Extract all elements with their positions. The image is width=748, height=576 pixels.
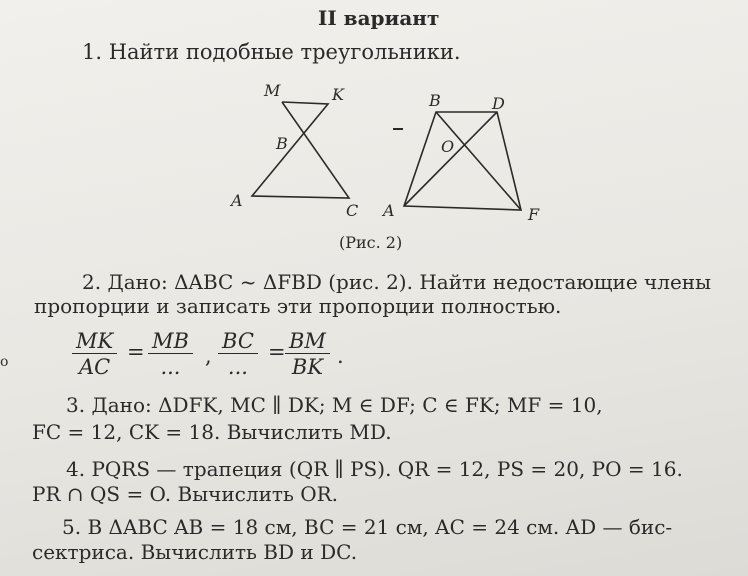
figure-left-triangles: [252, 102, 349, 198]
comma-separator: ,: [205, 344, 212, 368]
fraction-4-denominator: BK: [291, 355, 324, 379]
period-mark: .: [337, 344, 344, 368]
equals-sign-2: =: [268, 340, 286, 364]
fraction-4: [285, 329, 330, 380]
fraction-2-numerator: MB: [148, 329, 193, 354]
variant-title: II вариант: [318, 6, 440, 30]
label-B-right: B: [429, 91, 441, 110]
hourglass-lines: [252, 102, 349, 198]
fraction-3-numerator: BC: [218, 329, 258, 354]
fraction-2-denominator: ...: [160, 355, 181, 379]
fraction-1-numerator: MK: [72, 329, 117, 354]
figure-right-trapezoid: [404, 112, 521, 210]
task-2-line-2: пропорции и записать эти пропорции полностью.: [34, 294, 562, 318]
label-B-left: B: [276, 134, 288, 153]
task-2-line-1: 2. Дано: ΔABC ~ ΔFBD (рис. 2). Найти недостающие члены: [82, 270, 712, 294]
fraction-1: [72, 329, 117, 380]
label-O: O: [441, 137, 455, 156]
diagonal-AD: [404, 112, 497, 206]
margin-mark: o: [0, 354, 9, 370]
task-5-line-1: 5. В ΔABC AB = 18 см, BC = 21 см, AC = 24 см. AD — бис-: [62, 515, 673, 539]
fraction-3-denominator: ...: [227, 355, 248, 379]
task-1-text: 1. Найти подобные треугольники.: [82, 40, 461, 64]
label-F: F: [528, 205, 540, 224]
fraction-4-numerator: BM: [285, 329, 330, 354]
task-3-line-2: FC = 12, CK = 18. Вычислить MD.: [32, 420, 392, 444]
label-C: C: [346, 201, 359, 220]
task-5-line-2: сектриса. Вычислить BD и DC.: [32, 540, 358, 564]
label-A-right: A: [383, 201, 395, 220]
fraction-2: [148, 329, 193, 380]
label-K: K: [332, 85, 344, 104]
task-4-line-2: PR ∩ QS = O. Вычислить OR.: [32, 482, 339, 506]
task-3-line-1: 3. Дано: ΔDFK, MC ∥ DK; M ∈ DF; C ∈ FK; MF = 10,: [66, 393, 603, 417]
label-M: M: [264, 81, 281, 100]
figure-caption: (Рис. 2): [339, 233, 403, 252]
task-4-line-1: 4. PQRS — трапеция (QR ∥ PS). QR = 12, PS = 20, PO = 16.: [66, 457, 683, 481]
equals-sign-1: =: [127, 340, 145, 364]
label-D: D: [492, 94, 505, 113]
trapezoid-outline: [404, 112, 521, 210]
fraction-1-denominator: AC: [78, 355, 111, 379]
label-A-left: A: [231, 191, 243, 210]
fraction-3: [218, 329, 258, 380]
